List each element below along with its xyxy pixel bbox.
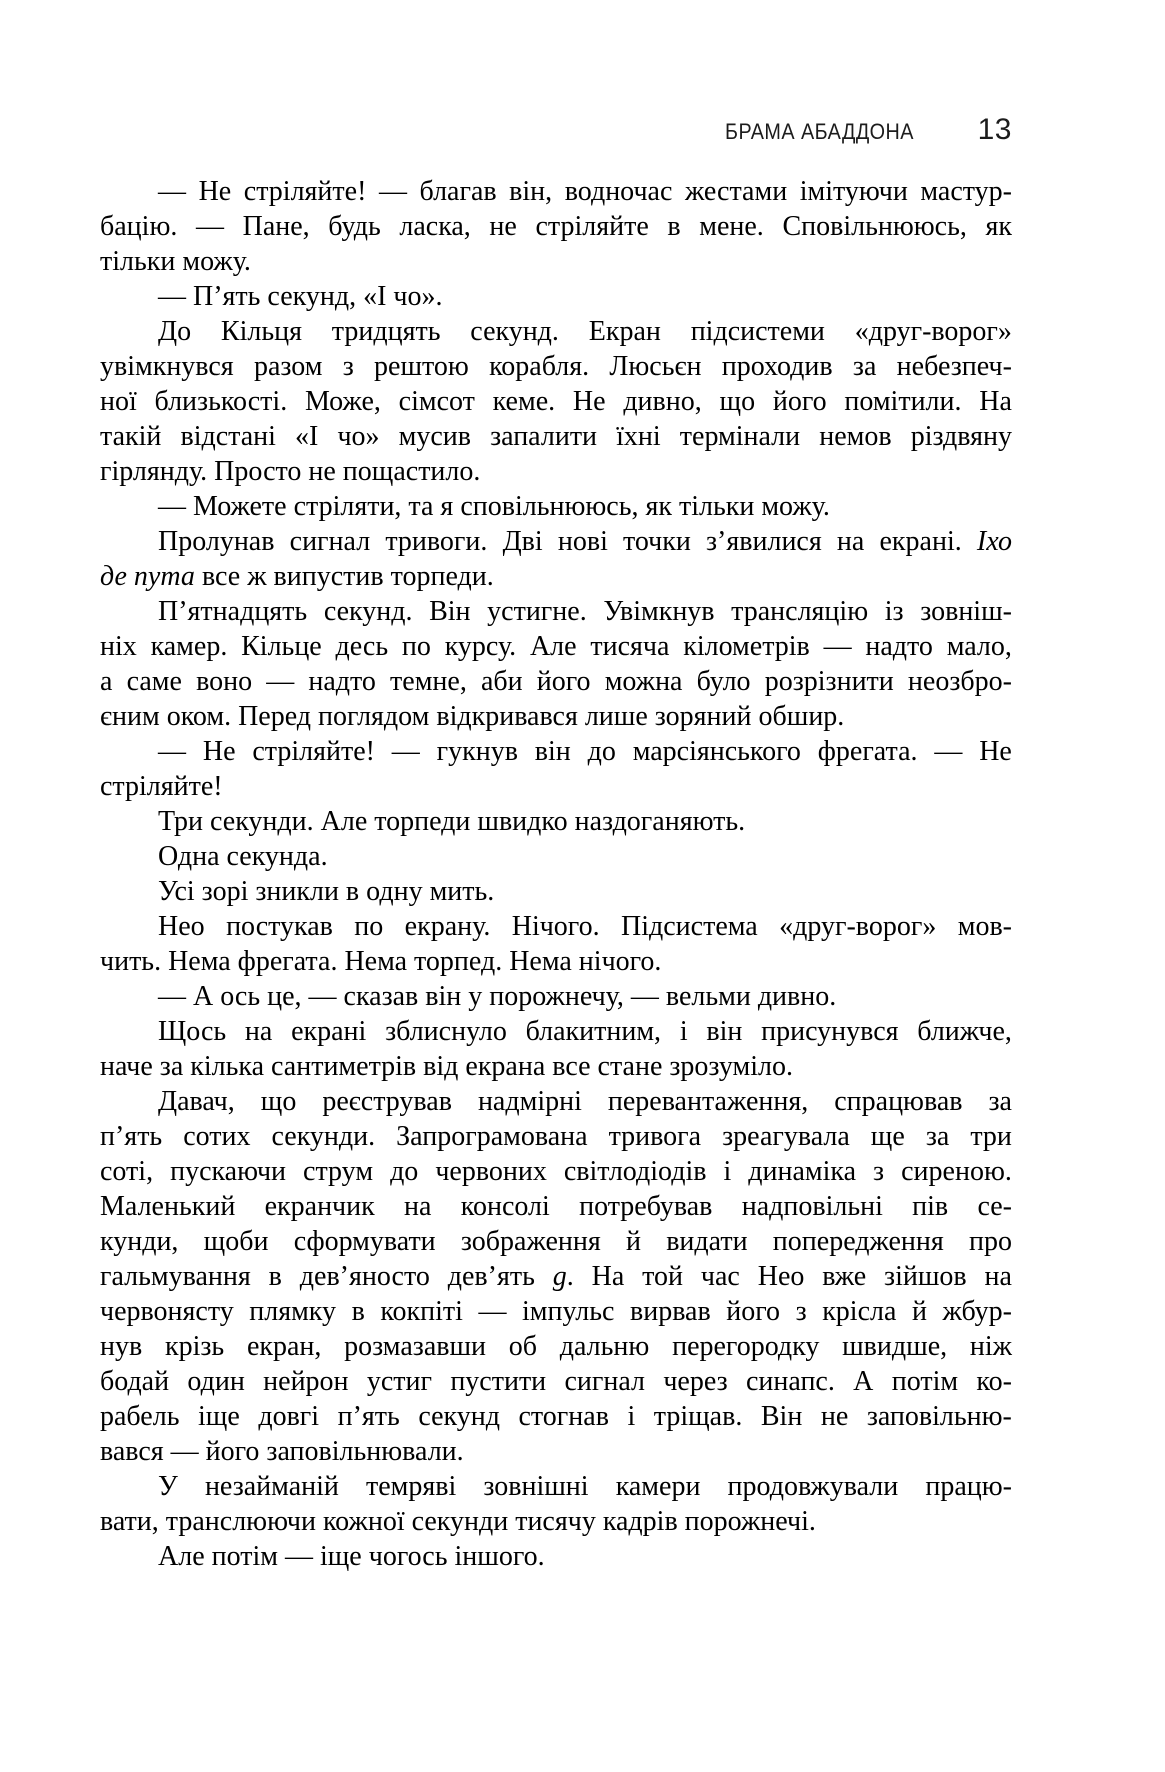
text-line: — Не стріляйте! — благав він, водночас жестами імітуючи мастур- <box>158 176 1012 207</box>
paragraph <box>100 489 1012 524</box>
paragraph <box>100 1084 1012 1469</box>
text-line: ної близькості. Може, сімсот кеме. Не дивно, що його помітили. На <box>100 386 1012 417</box>
paragraph <box>100 979 1012 1014</box>
text-line: а саме воно — надто темне, аби його можна було розрізнити неозбро- <box>100 666 1012 697</box>
text-line: — Не стріляйте! — гукнув він до марсіянського фрегата. — Не <box>158 736 1012 767</box>
paragraph <box>100 874 1012 909</box>
body-text <box>100 174 1012 1574</box>
paragraph <box>100 594 1012 734</box>
paragraph <box>100 1469 1012 1539</box>
text-line: бацію. — Пане, будь ласка, не стріляйте в мене. Сповільнююсь, як <box>100 211 1012 242</box>
text-line: увімкнувся разом з рештою корабля. Люсьєн проходив за небезпеч- <box>100 351 1012 382</box>
text-line: Маленький екранчик на консолі потребував надповільні пів се- <box>100 1191 1012 1222</box>
running-header <box>100 113 1012 147</box>
text-line: Давач, що реєстрував надмірні перевантаження, спрацював за <box>158 1086 1012 1117</box>
text-line: наче за кілька сантиметрів від екрана все стане зрозуміло. <box>100 1051 793 1082</box>
text-line: нув крізь екран, розмазавши об дальню перегородку швидше, ніж <box>100 1331 1012 1362</box>
text-line: єним оком. Перед поглядом відкривався лише зоряний обшир. <box>100 701 845 732</box>
text-line: — Можете стріляти, та я сповільнююсь, як тільки можу. <box>158 491 830 522</box>
text-line: — А ось це, — сказав він у порожнечу, — вельми дивно. <box>158 981 837 1012</box>
text-line: Нео постукав по екрану. Нічого. Підсистема «друг-ворог» мов- <box>158 911 1012 942</box>
text-line: Усі зорі зникли в одну мить. <box>158 876 495 907</box>
text-line: чить. Нема фрегата. Нема торпед. Нема нічого. <box>100 946 662 977</box>
paragraph <box>100 1539 1012 1574</box>
text-line: Щось на екрані зблиснуло блакитним, і він присунувся ближче, <box>158 1016 1012 1047</box>
text-line: вався — його заповільнювали. <box>100 1436 464 1467</box>
paragraph <box>100 734 1012 804</box>
paragraph <box>100 174 1012 279</box>
text-line: де пута все ж випустив торпеди. <box>100 561 494 592</box>
paragraph <box>100 279 1012 314</box>
text-line: Три секунди. Але торпеди швидко наздоганяють. <box>158 806 746 837</box>
text-line: Пролунав сигнал тривоги. Дві нові точки з’явилися на екрані. Іхо <box>158 526 1012 557</box>
book-title: БРАМА АБАДДОНА <box>724 119 914 144</box>
text-line: гальмування в дев’яносто дев’ять g. На той час Нео вже зійшов на <box>100 1261 1012 1292</box>
page-number: 13 <box>977 113 1012 146</box>
text-line: вати, транслюючи кожної секунди тисячу кадрів порожнечі. <box>100 1506 816 1537</box>
text-line: Але потім — іще чогось іншого. <box>158 1541 545 1572</box>
text-line: п’ять сотих секунди. Запрограмована тривога зреагувала ще за три <box>100 1121 1012 1152</box>
text-line: П’ятнадцять секунд. Він устигне. Увімкнув трансляцію із зовніш- <box>158 596 1012 627</box>
text-line: — П’ять секунд, «І чо». <box>158 281 443 312</box>
text-line: гірлянду. Просто не пощастило. <box>100 456 481 487</box>
text-line: Одна секунда. <box>158 841 328 872</box>
text-line: До Кільця тридцять секунд. Екран підсистеми «друг-ворог» <box>158 316 1012 347</box>
text-line: кунди, щоби сформувати зображення й видати попередження про <box>100 1226 1012 1257</box>
text-line: тільки можу. <box>100 246 251 277</box>
paragraph <box>100 1014 1012 1084</box>
text-line: стріляйте! <box>100 771 223 802</box>
paragraph <box>100 314 1012 489</box>
paragraph <box>100 839 1012 874</box>
text-line: червонясту плямку в кокпіті — імпульс вирвав його з крісла й жбур- <box>100 1296 1012 1327</box>
text-line: ніх камер. Кільце десь по курсу. Але тисяча кілометрів — надто мало, <box>100 631 1012 662</box>
text-line: рабель іще довгі п’ять секунд стогнав і тріщав. Він не заповільню- <box>100 1401 1012 1432</box>
paragraph <box>100 804 1012 839</box>
text-line: такій відстані «І чо» мусив запалити їхні термінали немов різдвяну <box>100 421 1012 452</box>
text-line: У незайманій темряві зовнішні камери продовжували працю- <box>158 1471 1012 1502</box>
text-line: бодай один нейрон устиг пустити сигнал через синапс. А потім ко- <box>100 1366 1012 1397</box>
paragraph <box>100 909 1012 979</box>
text-line: соті, пускаючи струм до червоних світлодіодів і динаміка з сиреною. <box>100 1156 1012 1187</box>
paragraph <box>100 524 1012 594</box>
